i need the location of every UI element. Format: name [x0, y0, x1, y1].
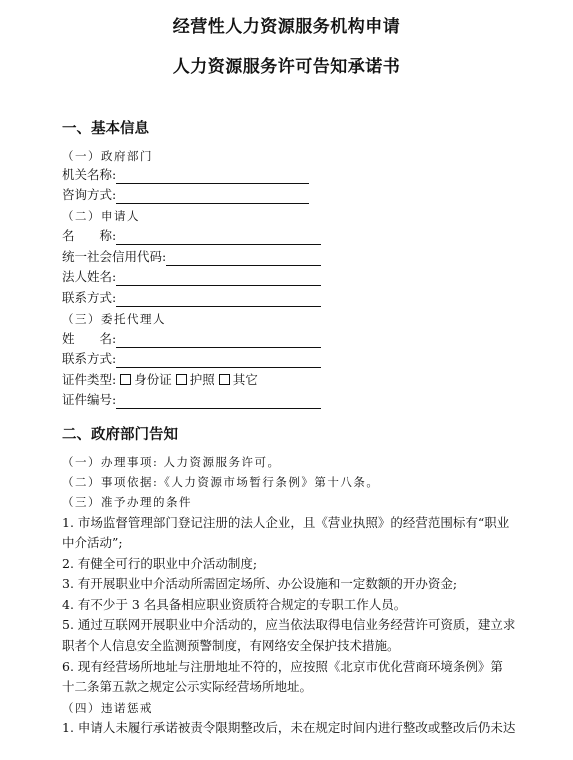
agent-idno-row	[62, 391, 321, 409]
applicant-contact-row	[62, 289, 321, 307]
gov-name-field[interactable]	[116, 168, 309, 184]
idtype-other-checkbox[interactable]	[219, 374, 230, 385]
gov-name-label: 机关名称:	[62, 167, 117, 182]
agent-name-label: 姓 名:	[62, 331, 117, 346]
agent-contact-field[interactable]	[116, 352, 321, 368]
applicant-credit-label: 统一社会信用代码:	[62, 249, 167, 264]
condition-5-line1: 5. 通过互联网开展职业中介活动的，应当依法取得电信业务经营许可资质，建立求	[62, 617, 516, 632]
applicant-name-field[interactable]	[116, 229, 321, 245]
document-title-line1: 经营性人力资源服务机构申请	[172, 17, 401, 37]
applicant-credit-field[interactable]	[166, 250, 321, 266]
section2-heading: 二、政府部门告知	[62, 427, 178, 443]
agent-contact-label: 联系方式:	[62, 351, 117, 366]
agent-idno-label: 证件编号:	[62, 392, 117, 407]
idtype-other-label: 其它	[232, 372, 258, 387]
section1-heading: 一、基本信息	[62, 121, 149, 137]
notice-item1: （一）办理事项: 人力资源服务许可。	[62, 455, 281, 469]
gov-subheading: （一）政府部门	[62, 149, 153, 163]
applicant-legal-field[interactable]	[116, 270, 321, 286]
penalty-1-line1: 1. 申请人未履行承诺被责令限期整改后，未在规定时间内进行整改或整改后仍未达	[62, 720, 516, 735]
condition-3: 3. 有开展职业中介活动所需固定场所、办公设施和一定数额的开办资金;	[62, 576, 458, 591]
applicant-contact-field[interactable]	[116, 291, 321, 307]
idtype-passport-label: 护照	[189, 372, 215, 387]
idtype-passport-checkbox[interactable]	[176, 374, 187, 385]
agent-idtype-row	[62, 371, 258, 389]
applicant-legal-row	[62, 268, 321, 286]
condition-1-line2: 中介活动”;	[62, 535, 123, 550]
gov-name-row	[62, 166, 309, 184]
gov-contact-label: 咨询方式:	[62, 187, 117, 202]
idtype-idcard-label: 身份证	[134, 372, 172, 387]
agent-idtype-label: 证件类型:	[62, 372, 117, 387]
idtype-idcard-checkbox[interactable]	[120, 374, 131, 385]
applicant-name-label: 名 称:	[62, 228, 117, 243]
agent-name-field[interactable]	[116, 332, 321, 348]
condition-5-line2: 职者个人信息安全监测预警制度，有网络安全保护技术措施。	[62, 638, 400, 653]
notice-item2: （二）事项依据:《人力资源市场暂行条例》第十八条。	[62, 475, 380, 489]
document-title-line2: 人力资源服务许可告知承诺书	[172, 57, 401, 77]
gov-contact-field[interactable]	[116, 188, 309, 204]
notice-item4: （四）违诺惩戒	[62, 701, 153, 715]
applicant-contact-label: 联系方式:	[62, 290, 117, 305]
applicant-legal-label: 法人姓名:	[62, 269, 117, 284]
notice-item3: （三）准予办理的条件	[62, 495, 192, 509]
condition-1-line1: 1. 市场监督管理部门登记注册的法人企业，且《营业执照》的经营范围标有“职业	[62, 515, 510, 530]
applicant-credit-row	[62, 248, 321, 266]
agent-name-row	[62, 330, 321, 348]
condition-6-line1: 6. 现有经营场所地址与注册地址不符的，应按照《北京市优化营商环境条例》第	[62, 659, 503, 674]
condition-2: 2. 有健全可行的职业中介活动制度;	[62, 556, 258, 571]
gov-contact-row	[62, 186, 309, 204]
condition-6-line2: 十二条第五款之规定公示实际经营场所地址。	[62, 679, 313, 694]
condition-4: 4. 有不少于 3 名具备相应职业资质符合规定的专职工作人员。	[62, 597, 407, 612]
agent-idno-field[interactable]	[116, 393, 321, 409]
agent-contact-row	[62, 350, 321, 368]
agent-subheading: （三）委托代理人	[62, 312, 166, 326]
applicant-name-row	[62, 227, 321, 245]
applicant-subheading: （二）申请人	[62, 209, 140, 223]
